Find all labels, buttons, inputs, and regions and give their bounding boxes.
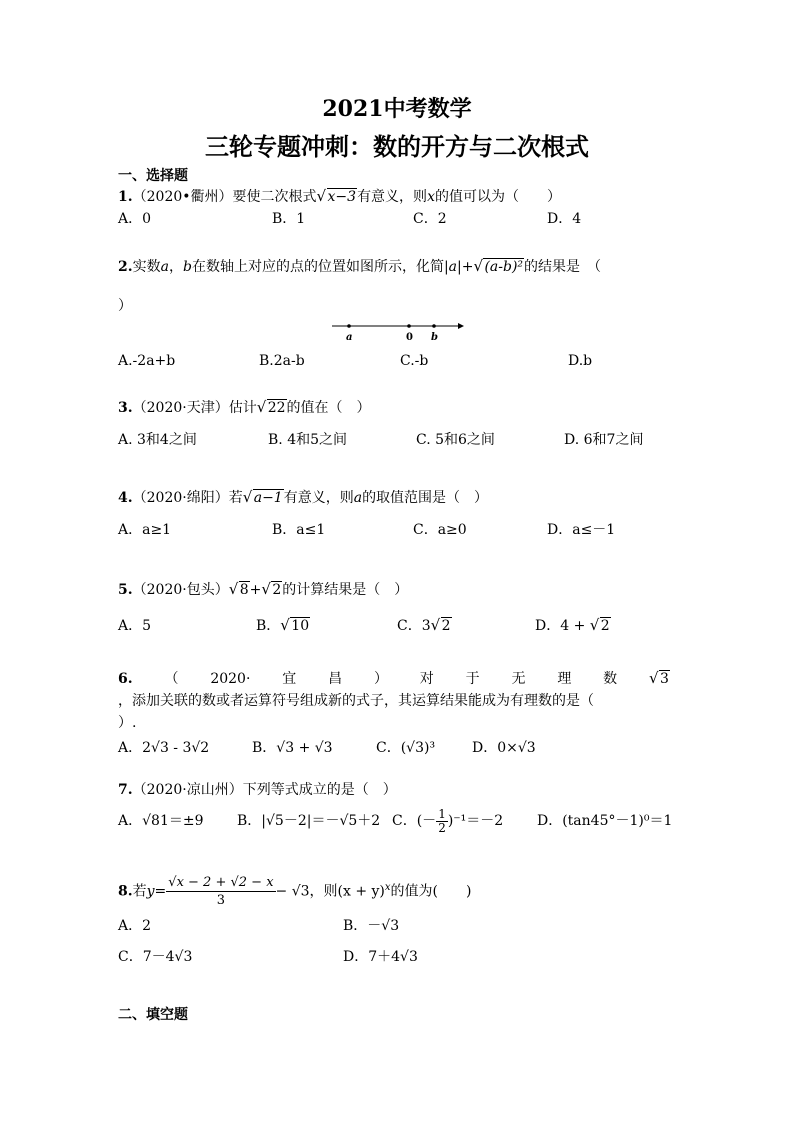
question-text: 有意义，则 xyxy=(357,189,428,205)
point-a xyxy=(347,324,351,328)
question-text: （2020·绵阳）若 xyxy=(132,490,243,506)
option-b: B．√ 10 xyxy=(256,617,310,635)
number-line-figure xyxy=(330,318,470,344)
question-text: 的值在（ ） xyxy=(286,400,371,416)
question-number: 4. xyxy=(118,490,133,506)
fraction: $\frac{√x - 2 + √2 - x}{3}$ xyxy=(168,875,274,909)
question-text: 有意义，则 xyxy=(283,490,354,506)
question-6 xyxy=(118,670,670,688)
radical: √ 3 xyxy=(650,670,670,688)
question-text: ， xyxy=(168,259,183,275)
question-5 xyxy=(118,581,408,599)
question-text: 宜 xyxy=(282,671,297,687)
question-text: 于 xyxy=(465,671,480,687)
question-text: 的值可以为（ ） xyxy=(434,189,561,205)
point-zero xyxy=(407,324,411,328)
question-text: （2020·天津）估计 xyxy=(132,400,257,416)
question-text: （2020•衢州）要使二次根式 xyxy=(132,189,317,205)
option-d: D．a≤－1 xyxy=(547,522,616,538)
question-text: 在数轴上对应的点的位置如图所示，化简 xyxy=(191,259,444,275)
question-text: 无 xyxy=(511,671,526,687)
option-a: A．0 xyxy=(118,211,152,227)
label-zero: 0 xyxy=(406,332,413,343)
option-b: B．1 xyxy=(272,211,306,227)
option-a: A．√81＝±9 xyxy=(118,813,204,829)
option-d: D．0×√3 xyxy=(472,740,536,756)
variable: a xyxy=(160,259,169,275)
question-number: 2. xyxy=(118,259,133,275)
option-d: D．4 xyxy=(547,211,582,227)
label-a: a xyxy=(346,332,353,343)
question-text: 若 xyxy=(132,883,147,900)
question-6-line3: ）. xyxy=(118,715,137,731)
option-c: C．7－4√3 xyxy=(118,949,193,965)
question-2-close: ） xyxy=(118,298,132,314)
question-text: 理 xyxy=(557,671,572,687)
question-7 xyxy=(118,781,397,799)
point-b xyxy=(432,324,436,328)
question-text: 昌 xyxy=(328,671,343,687)
question-number: 6. xyxy=(118,671,133,687)
option-d: D. 6和7之间 xyxy=(564,432,644,448)
option-c: C．(√3)³ xyxy=(376,740,436,756)
option-b: B.2a-b xyxy=(259,353,305,369)
question-4 xyxy=(118,489,488,507)
label-b: b xyxy=(431,332,438,343)
option-a: A．2√3 - 3√2 xyxy=(118,740,210,756)
option-c: C．3√ 2 xyxy=(397,617,452,635)
question-text: − √3，则(x + y) xyxy=(275,883,385,900)
question-number: 1. xyxy=(118,189,133,205)
option-b: B．a≤1 xyxy=(272,522,326,538)
variable: a xyxy=(353,490,363,506)
question-text: 数 xyxy=(603,671,618,687)
option-d: D.b xyxy=(568,353,593,369)
option-b: B．－√3 xyxy=(343,918,400,934)
question-text: 的值为( ) xyxy=(390,883,472,900)
question-text: （ xyxy=(164,671,179,687)
question-number: 5. xyxy=(118,582,133,598)
option-d: D．4 + √ 2 xyxy=(535,617,611,635)
option-a: A.-2a+b xyxy=(118,353,176,369)
radical: √ 2 xyxy=(262,581,282,599)
option-d: D．(tan45°－1)⁰＝1 xyxy=(537,813,673,829)
question-2 xyxy=(118,258,601,276)
option-b: B. 4和5之间 xyxy=(268,432,348,448)
operator: = xyxy=(154,883,167,900)
variable: b xyxy=(182,259,192,275)
option-c: C．a≥0 xyxy=(413,522,467,538)
question-8 xyxy=(118,868,471,912)
question-number: 3. xyxy=(118,400,133,416)
question-text: （2020·凉山州）下列等式成立的是（ ） xyxy=(132,782,397,798)
option-c: C.-b xyxy=(400,353,429,369)
radical: √ x−3 xyxy=(318,188,358,206)
section-heading-choice: 一、选择题 xyxy=(118,168,188,184)
exponent: x xyxy=(384,882,391,893)
question-text: ） xyxy=(373,671,388,687)
option-a: A．2 xyxy=(118,918,152,934)
page-subtitle: 三轮专题冲刺：数的开方与二次根式 xyxy=(205,132,589,161)
expression: |a|+ xyxy=(443,259,474,275)
variable: y xyxy=(146,883,155,900)
question-text: 的结果是 （ xyxy=(524,259,602,275)
question-text: 对 xyxy=(419,671,434,687)
question-text: 2020· xyxy=(210,671,251,687)
page-title: 2021中考数学 xyxy=(322,96,472,122)
question-text: 的计算结果是（ ） xyxy=(282,582,409,598)
section-heading-fill: 二、填空题 xyxy=(118,1007,188,1023)
operator: + xyxy=(249,582,262,598)
question-text: 实数 xyxy=(132,259,161,275)
question-3 xyxy=(118,399,371,417)
question-text: 的取值范围是（ ） xyxy=(362,490,489,506)
question-number: 7. xyxy=(118,782,133,798)
option-d: D．7＋4√3 xyxy=(343,949,418,965)
question-1 xyxy=(118,188,561,206)
question-text: （2020·包头） xyxy=(132,582,229,598)
option-c: C. 5和6之间 xyxy=(416,432,495,448)
question-number: 8. xyxy=(118,883,133,900)
arrow-head-icon xyxy=(458,323,464,329)
option-a: A．5 xyxy=(118,618,152,634)
radical: √ (a-b)² xyxy=(474,258,524,276)
radical: √ 22 xyxy=(258,399,287,417)
radical: √ a−1 xyxy=(244,489,284,507)
question-6-line2: ，添加关联的数或者运算符号组成新的式子，其运算结果能成为有理数的是（ xyxy=(118,693,594,709)
option-c: C．(－ $\frac{1}{2}$ )⁻¹＝－2 xyxy=(392,806,504,835)
radical: √ 8 xyxy=(230,581,250,599)
variable: x xyxy=(427,189,435,205)
option-b: B．|√5－2|＝－√5＋2 xyxy=(237,813,381,829)
option-a: A. 3和4之间 xyxy=(118,432,197,448)
option-a: A．a≥1 xyxy=(118,522,172,538)
option-b: B．√3 + √3 xyxy=(252,740,333,756)
option-c: C．2 xyxy=(413,211,447,227)
